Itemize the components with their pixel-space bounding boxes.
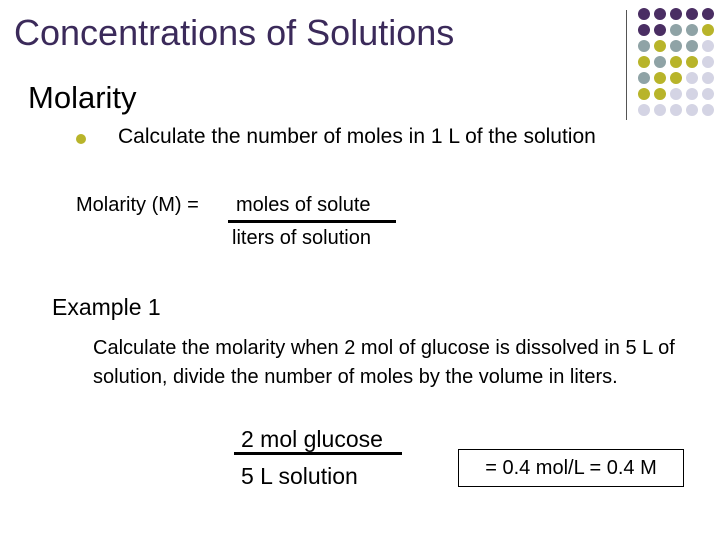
- decor-dot: [654, 104, 666, 116]
- decor-dot: [638, 104, 650, 116]
- result-box: = 0.4 mol/L = 0.4 M: [458, 449, 684, 487]
- formula-fraction-bar: [228, 220, 396, 223]
- decor-dot: [638, 72, 650, 84]
- decor-divider-line: [626, 10, 627, 120]
- example-denominator: 5 L solution: [241, 463, 358, 489]
- decor-dot: [670, 72, 682, 84]
- decor-dot: [702, 104, 714, 116]
- decor-dot: [638, 56, 650, 68]
- example-title: Example 1: [52, 294, 161, 320]
- decor-dot: [670, 56, 682, 68]
- bullet-text: Calculate the number of moles in 1 L of the solution: [118, 125, 596, 148]
- decor-dot: [654, 40, 666, 52]
- slide-subtitle: Molarity: [28, 80, 137, 115]
- example-body: Calculate the molarity when 2 mol of glucose is dissolved in 5 L of solution, divide the number of moles by the volume in liters.: [93, 337, 675, 388]
- formula-label: Molarity (M) =: [76, 194, 199, 216]
- decor-dot: [686, 88, 698, 100]
- decor-dot: [670, 40, 682, 52]
- decor-dot: [654, 8, 666, 20]
- decor-dot: [686, 72, 698, 84]
- example-fraction-bar: [234, 452, 402, 455]
- decor-dot: [702, 88, 714, 100]
- decor-dot: [670, 8, 682, 20]
- decor-dot: [702, 24, 714, 36]
- formula-numerator: moles of solute: [236, 194, 371, 216]
- bullet-dot-icon: [76, 134, 86, 144]
- decor-dot: [686, 56, 698, 68]
- decor-dot: [686, 24, 698, 36]
- decor-dot: [654, 72, 666, 84]
- decor-dot: [654, 24, 666, 36]
- decor-dot: [686, 8, 698, 20]
- decor-dot: [686, 40, 698, 52]
- decor-dot: [670, 24, 682, 36]
- example-numerator: 2 mol glucose: [241, 426, 383, 452]
- decor-dot: [702, 8, 714, 20]
- decor-dot: [654, 88, 666, 100]
- decor-dot: [638, 8, 650, 20]
- slide-title: Concentrations of Solutions: [14, 12, 455, 53]
- decor-dot: [670, 104, 682, 116]
- decor-dot: [638, 40, 650, 52]
- decor-dot: [702, 40, 714, 52]
- decor-dot: [638, 88, 650, 100]
- formula-denominator: liters of solution: [232, 227, 371, 249]
- decor-dot: [654, 56, 666, 68]
- decor-dot: [702, 72, 714, 84]
- decor-dot: [670, 88, 682, 100]
- decor-dot: [686, 104, 698, 116]
- decor-dot: [702, 56, 714, 68]
- decor-dot: [638, 24, 650, 36]
